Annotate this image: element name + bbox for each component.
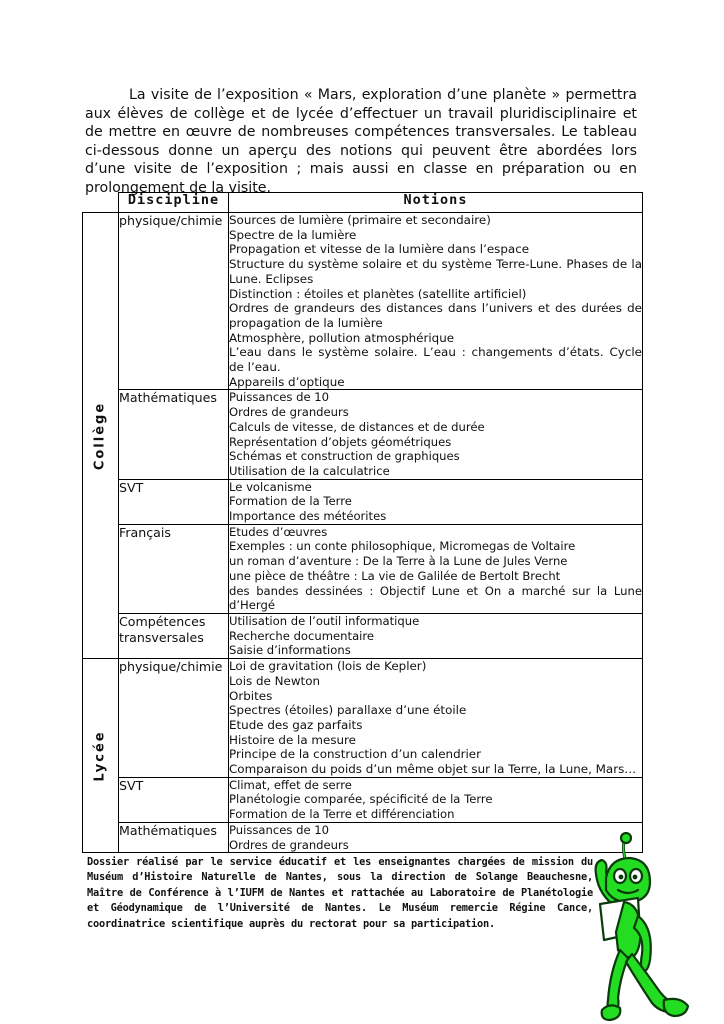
header-corner (83, 193, 119, 213)
level-label: Collège (92, 401, 108, 470)
notion-item: Représentation d’objets géométriques (229, 434, 452, 449)
notions-table (82, 192, 643, 853)
table-row (83, 613, 643, 658)
notion-item: Sources de lumière (primaire et secondaire) (229, 213, 491, 227)
notions-cell (229, 479, 643, 524)
notion-item: Histoire de la mesure (229, 732, 356, 747)
header-notions: Notions (229, 193, 643, 213)
table-row (83, 390, 643, 479)
notion-item: Spectre de la lumière (229, 227, 357, 242)
notions-cell (229, 659, 643, 778)
table-row (83, 524, 643, 613)
notion-item: Orbites (229, 688, 273, 703)
notion-item: Comparaison du poids d’un même objet sur la Terre, la Lune, Mars… (229, 762, 637, 777)
notion-item: des bandes dessinées : Objectif Lune et On a marché sur la Lune d’Hergé (229, 583, 642, 613)
notion-item: Etudes d’œuvres (229, 524, 328, 539)
notion-item: une pièce de théâtre : La vie de Galilée de Bertolt Brecht (229, 568, 561, 583)
notions-cell (229, 777, 643, 822)
notion-item: un roman d’aventure : De la Terre à la Lune de Jules Verne (229, 554, 568, 569)
notion-item: Puissances de 10 (229, 822, 330, 837)
discipline-cell: SVT (119, 479, 229, 524)
discipline-cell: Français (119, 524, 229, 613)
notion-item: Distinction : étoiles et planètes (satellite artificiel) (229, 286, 527, 301)
discipline-cell: physique/chimie (119, 659, 229, 778)
table-row (83, 659, 643, 778)
notion-item: Exemples : un conte philosophique, Micromegas de Voltaire (229, 539, 576, 554)
notion-item: Spectres (étoiles) parallaxe d’une étoile (229, 703, 467, 718)
notion-item: Atmosphère, pollution atmosphérique (229, 330, 455, 345)
notion-item: Propagation et vitesse de la lumière dans l’espace (229, 242, 530, 257)
notion-item: Ordres de grandeurs (229, 837, 349, 852)
table-row (83, 822, 643, 852)
notion-item: Lois de Newton (229, 673, 321, 688)
notion-item: Recherche documentaire (229, 628, 375, 643)
notions-cell (229, 213, 643, 390)
notion-item: Principe de la construction d’un calendrier (229, 747, 482, 762)
notion-item: Ordres de grandeurs des distances dans l’univers et des durées de propagation de la lumière (229, 301, 642, 330)
table-header-row (83, 193, 643, 213)
notion-item: Etude des gaz parfaits (229, 717, 363, 732)
notion-item: Structure du système solaire et du système Terre-Lune. Phases de la Lune. Eclipses (229, 257, 642, 286)
notion-item: Loi de gravitation (lois de Kepler) (229, 659, 427, 674)
discipline-cell: Mathématiques (119, 390, 229, 479)
header-discipline: Discipline (119, 193, 229, 213)
level-lycee (83, 659, 119, 853)
discipline-cell: Mathématiques (119, 822, 229, 852)
notion-item: Utilisation de la calculatrice (229, 463, 390, 478)
discipline-cell: SVT (119, 777, 229, 822)
notion-item: Formation de la Terre (229, 494, 352, 509)
notion-item: Formation de la Terre et différenciation (229, 807, 455, 822)
table-row (83, 213, 643, 390)
credits-paragraph: Dossier réalisé par le service éducatif et les enseignantes chargées de mission du Muséum d’Histoire Naturelle de Nantes, sous la direction de Solange Beauchesne, Maître de Conférence à l’IUFM de Nantes et rattachée au Laboratoire de Planétologie et Géodynamique de l’Université de Nantes. Le Muséum remercie Régine Cance, coordinatrice scientifique auprès du rectorat pour sa participation. (87, 856, 593, 930)
notion-item: Utilisation de l’outil informatique (229, 613, 420, 628)
intro-paragraph: La visite de l’exposition « Mars, exploration d’une planète » permettra aux élèves de collège et de lycée d’effectuer un travail pluridisciplinaire et de mettre en œuvre de nombreuses compétences transversales. Le tableau ci-dessous donne un aperçu des notions qui peuvent être abordées lors d’une visite de l’exposition ; mais aussi en classe en préparation ou en prolongement de la visite. (85, 87, 637, 196)
notion-item: Importance des météorites (229, 509, 387, 524)
level-label: Lycée (92, 730, 108, 782)
notion-item: Climat, effet de serre (229, 777, 352, 792)
notion-item: Schémas et construction de graphiques (229, 449, 460, 464)
notion-item: Puissances de 10 (229, 390, 330, 405)
table-row (83, 777, 643, 822)
discipline-cell: physique/chimie (119, 213, 229, 390)
notion-item: Planétologie comparée, spécificité de la Terre (229, 792, 493, 807)
level-college (83, 213, 119, 659)
notion-item: Le volcanisme (229, 479, 312, 494)
notions-cell (229, 524, 643, 613)
notion-item: Ordres de grandeurs (229, 405, 349, 420)
notions-cell (229, 613, 643, 658)
table-row (83, 479, 643, 524)
notion-item: Saisie d’informations (229, 643, 351, 658)
notions-cell (229, 390, 643, 479)
green-martian-mascot-icon (580, 832, 724, 1024)
notion-item: Appareils d’optique (229, 374, 345, 389)
discipline-cell: Compétences transversales (119, 613, 229, 658)
notion-item: Calculs de vitesse, de distances et de durée (229, 419, 485, 434)
notion-item: L’eau dans le système solaire. L’eau : changements d’états. Cycle de l’eau. (229, 345, 642, 375)
